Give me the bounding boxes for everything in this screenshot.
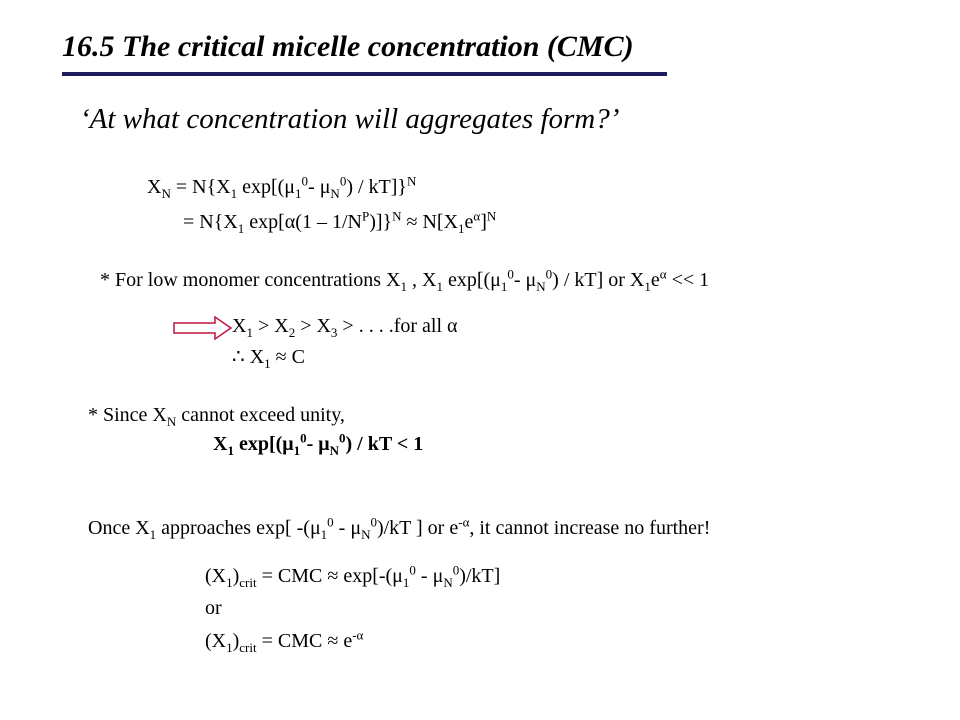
title-underline — [62, 72, 667, 76]
equation-xn-alpha-form: = $N\{X_1$ $\exp[\alpha(1 - 1/N^P)]\}^N \approx N[X_1e^\alpha]^N$ — [183, 208, 497, 236]
slide-subtitle: ‘At what concentration will aggregates form?’ — [80, 103, 620, 135]
cmc-alpha-equation: $(X_1)_{crit}$ = CMC ≈ $e^{-\alpha}$ — [205, 627, 364, 655]
bold-inequality: $X_1$ $\exp[(\mu_1^0-$ $\mu_N^0$) / kT < 1 — [213, 430, 424, 458]
slide-title: 16.5 The critical micelle concentration (CMC) — [62, 30, 634, 63]
or-label: or — [205, 597, 222, 619]
cmc-exponential-equation: $(X_1)_{crit}$ = CMC ≈ $\exp[-(\mu_1^0 - \mu_N^0)/kT]$ — [205, 562, 501, 590]
low-concentration-condition: * For low monomer concentrations $X_1$ , $X_1$ $\exp[(\mu_1^0-$ $\mu_N^0) / kT$] or $X_1e^\alpha << 1$ — [100, 266, 710, 294]
therefore-statement: ∴ $X_1 \approx C$ — [232, 346, 305, 371]
implies-arrow-icon — [173, 315, 233, 341]
since-statement: * Since $X_N$ cannot exceed unity, — [88, 404, 345, 429]
once-statement: Once $X_1$ approaches exp[ $-(\mu_1^0 - \mu_N^0)/kT$ ] or $e^{-\alpha}$, it cannot increase no further! — [88, 514, 711, 542]
concentration-ordering: $X_1 > X_2 > X_3$ > . . . .for all α — [232, 315, 458, 340]
equation-xn-definition: $X_N = N\{X_1$ $\exp[(\mu_1^0-$ $\mu_N^0) / kT]\}^N$ — [147, 173, 417, 201]
